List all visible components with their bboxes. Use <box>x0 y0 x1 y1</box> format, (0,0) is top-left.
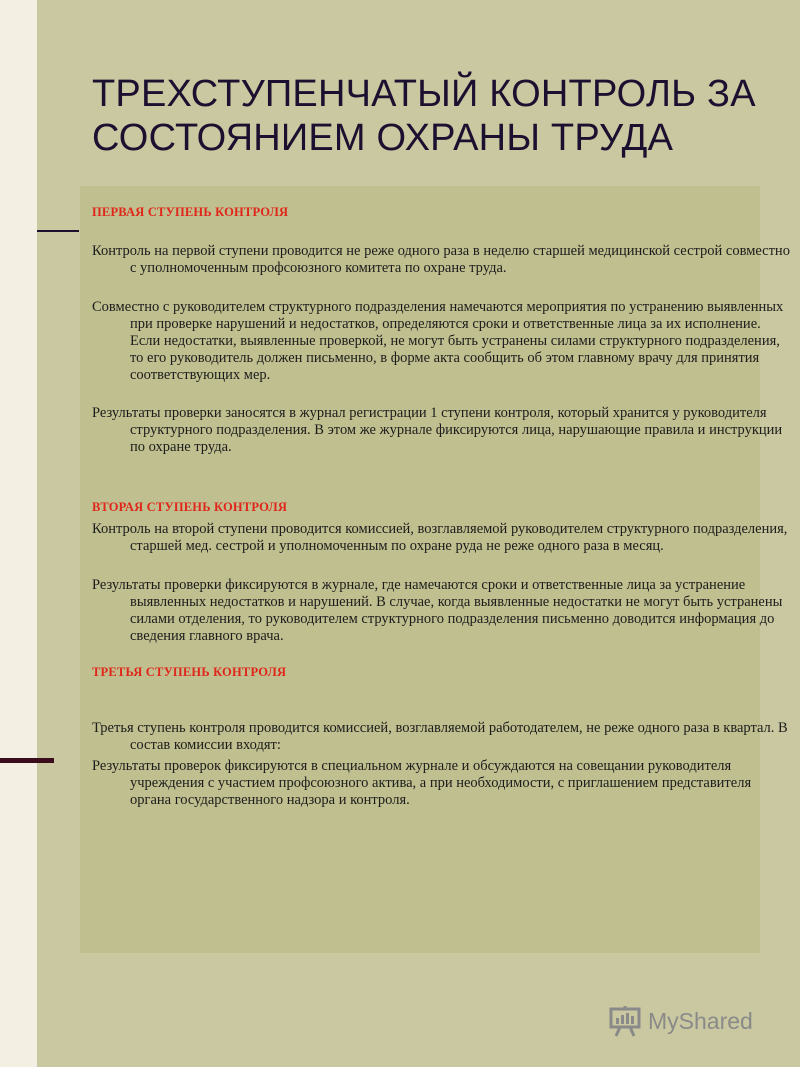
accent-line-top <box>37 230 79 232</box>
left-decorative-strip <box>0 0 37 1067</box>
slide-title: ТРЕХСТУПЕНЧАТЫЙ КОНТРОЛЬ ЗА СОСТОЯНИЕМ ОХРАНЫ ТРУДА <box>92 73 756 159</box>
paragraph: Результаты проверок фиксируются в специальном журнале и обсуждаются на совещании руководителя учреждения с участием профсоюзного актива, а при необходимости, с приглашением представителя органа государственного надзора и контроля. <box>92 758 752 808</box>
paragraph: Контроль на второй ступени проводится комиссией, возглавляемой руководителем структурного подразделения, старшей мед. сестрой и уполномоченным по охране руда не реже одного раза в месяц. <box>92 521 788 554</box>
paragraph: Совместно с руководителем структурного подразделения намечаются мероприятия по устранению выявленных при проверке нарушений и недостатков, определяются сроки и ответственные лица за их исполнение. Если недостатки, выявленные проверкой, не могут быть устранены силами структурного подразделения, то его руководитель должен письменно, в форме акта сообщить об этом главному врачу для принятия соответствующих мер. <box>92 299 784 383</box>
paragraph: Третья ступень контроля проводится комиссией, возглавляемой работодателем, не реже одного раза в квартал. В состав комиссии входят: <box>92 720 788 753</box>
paragraph: Контроль на первой ступени проводится не реже одного раза в неделю старшей медицинской сестрой совместно с уполномоченным профсоюзного комитета по охране труда. <box>92 243 790 276</box>
section-heading-second: ВТОРАЯ СТУПЕНЬ КОНТРОЛЯ <box>92 500 288 514</box>
watermark-text: MyShared <box>648 1007 753 1034</box>
section-heading-third: ТРЕТЬЯ СТУПЕНЬ КОНТРОЛЯ <box>92 665 287 679</box>
watermark <box>608 1004 753 1038</box>
presentation-board-icon <box>608 1005 642 1037</box>
paragraph: Результаты проверки фиксируются в журнале, где намечаются сроки и ответственные лица за устранение выявленных недостатков и нарушений. В случае, когда выявленные недостатки не могут быть устранены силами отделения, то руководителем структурного подразделения письменно доводится информация до сведения главного врача. <box>92 577 783 644</box>
accent-line-bottom <box>0 758 54 763</box>
section-heading-first: ПЕРВАЯ СТУПЕНЬ КОНТРОЛЯ <box>92 205 289 219</box>
paragraph: Результаты проверки заносятся в журнал регистрации 1 ступени контроля, который хранится у руководителя структурного подразделения. В этом же журнале фиксируются лица, нарушающие правила и инструкции по охране труда. <box>92 405 783 455</box>
